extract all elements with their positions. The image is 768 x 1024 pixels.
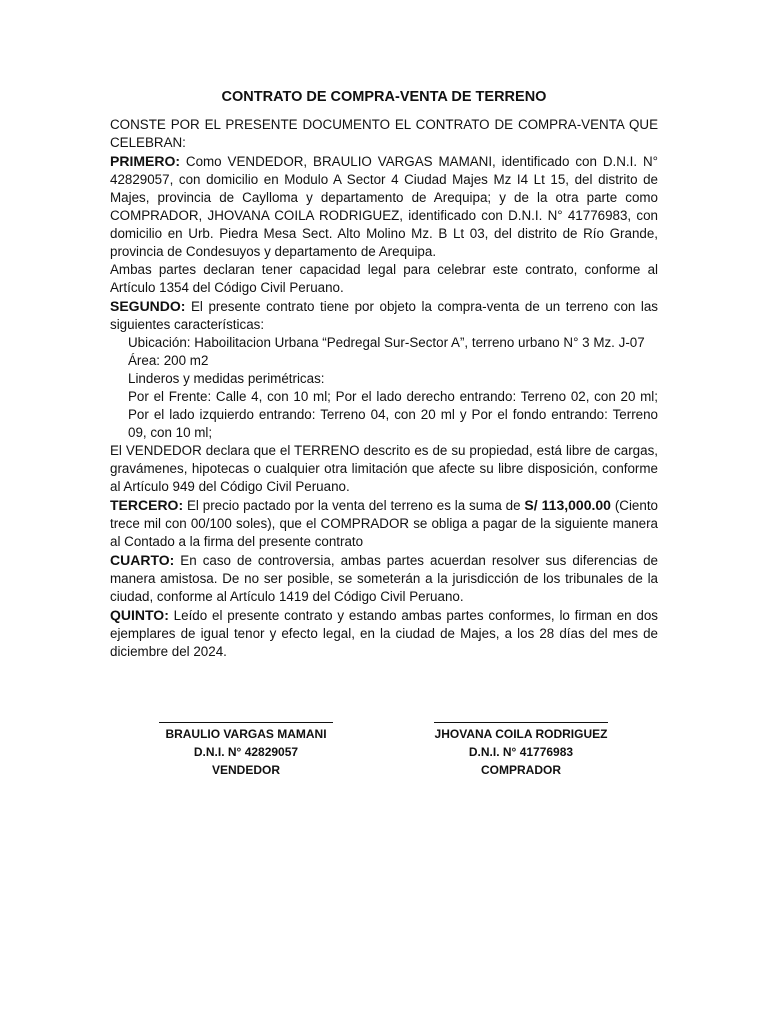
clause-primero-label: PRIMERO: (110, 153, 180, 169)
clause-tercero-text-after: (Ciento trece mil con 00/100 soles), que el COMPRADOR se obliga a pagar de la siguiente manera al Contado a la firma del presente contrato (110, 498, 658, 549)
clause-tercero (110, 496, 658, 551)
clause-primero-text: Como VENDEDOR, BRAULIO VARGAS MAMANI, identificado con D.N.I. N° 42829057, con domicilio en Modulo A Sector 4 Ciudad Majes Mz I4 Lt 15, del distrito de Majes, provincia de Caylloma y departamento de Arequipa; y de la otra parte como COMPRADOR, JHOVANA COILA RODRIGUEZ, identificado con D.N.I. N° 41776983, con domicilio en Urb. Piedra Mesa Sect. Alto Molino Mz. B Lt 03, del distrito de Río Grande, provincia de Condesuyos y departamento de Arequipa. (110, 154, 658, 259)
buyer-role: COMPRADOR (481, 763, 561, 777)
seller-name: BRAULIO VARGAS MAMANI (165, 727, 327, 741)
clause-cuarto-text: En caso de controversia, ambas partes acuerdan resolver sus diferencias de manera amistosa. De no ser posible, se someterán a la jurisdicción de los tribunales de la ciudad, conforme al Artículo 1419 del Código Civil Peruano. (110, 553, 658, 604)
seller-role: VENDEDOR (211, 763, 280, 777)
clause-cuarto (110, 551, 658, 606)
clause-segundo-text: El presente contrato tiene por objeto la compra-venta de un terreno con las siguientes características: (110, 299, 658, 332)
seller-dni: D.N.I. N° 42829057 (193, 745, 299, 759)
declaracion-paragraph: El VENDEDOR declara que el TERRENO descrito es de su propiedad, está libre de cargas, gravámenes, hipotecas o cualquier otra limitación que afecte su libre disposición, conforme al Artículo 949 del Código Civil Peruano. (110, 443, 658, 494)
linderos-item: Por el Frente: Calle 4, con 10 ml; Por el lado derecho entrando: Terreno 02, con 20 ml; Por el lado izquierdo entrando: Terreno 04, con 20 ml y Por el fondo entrando: Terreno 09, con 10 ml; (128, 389, 658, 440)
clause-quinto-label: QUINTO: (110, 607, 169, 623)
area-item: Área: 200 m2 (128, 353, 209, 368)
intro-paragraph: CONSTE POR EL PRESENTE DOCUMENTO EL CONTRATO DE COMPRA-VENTA QUE CELEBRAN: (110, 117, 658, 150)
clause-quinto (110, 606, 658, 661)
linderos-title: Linderos y medidas perimétricas: (128, 371, 325, 386)
buyer-dni: D.N.I. N° 41776983 (468, 745, 574, 759)
clause-tercero-label: TERCERO: (110, 497, 184, 513)
buyer-name: JHOVANA COILA RODRIGUEZ (434, 727, 608, 741)
clause-quinto-text: Leído el presente contrato y estando ambas partes conformes, lo firman en dos ejemplares de igual tenor y efecto legal, en la ciudad de Majes, a los 28 días del mes de diciembre del 2024. (110, 608, 658, 659)
clause-cuarto-label: CUARTO: (110, 552, 175, 568)
buyer-signature-block (426, 722, 616, 779)
contract-title: CONTRATO DE COMPRA-VENTA DE TERRENO (221, 89, 547, 105)
ubicacion-item: Ubicación: Haboilitacion Urbana “Pedregal Sur-Sector A”, terreno urbano N° 3 Mz. J-07 (128, 335, 645, 350)
price-amount: S/ 113,000.00 (524, 497, 611, 513)
clause-tercero-text-before: El precio pactado por la venta del terreno es la suma de (183, 498, 525, 513)
clause-segundo (110, 297, 658, 334)
capacidad-paragraph: Ambas partes declaran tener capacidad legal para celebrar este contrato, conforme al Artículo 1354 del Código Civil Peruano. (110, 262, 658, 295)
contract-body (110, 88, 658, 661)
clause-primero (110, 152, 658, 261)
seller-signature-block (151, 722, 341, 779)
clause-segundo-label: SEGUNDO: (110, 298, 186, 314)
